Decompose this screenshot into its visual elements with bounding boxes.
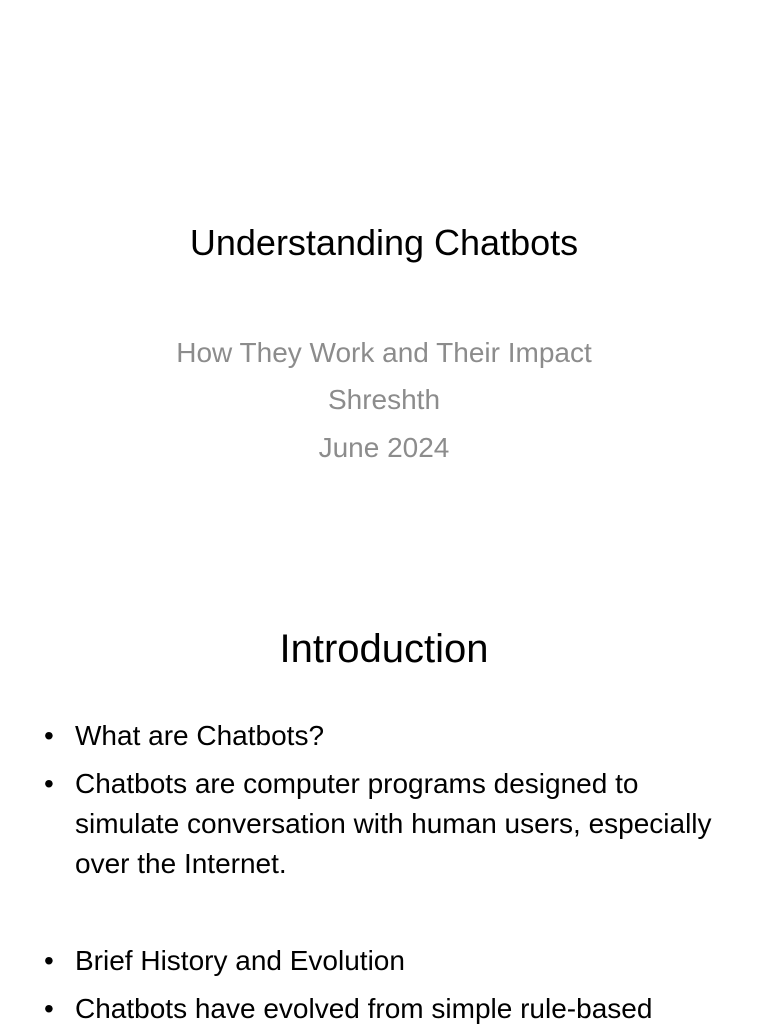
- bullet-text: Chatbots have evolved from simple rule-based: [75, 993, 653, 1024]
- presentation-title: Understanding Chatbots: [189, 222, 579, 263]
- bullet-text: Brief History and Evolution: [75, 945, 405, 976]
- bullet-icon: •: [44, 993, 54, 1024]
- bullet-text: What are Chatbots?: [75, 720, 325, 751]
- slide-heading: Introduction: [279, 627, 489, 671]
- bullet-icon: •: [44, 768, 54, 799]
- presentation-subtitle: How They Work and Their Impact: [176, 337, 592, 368]
- bullet-icon: •: [44, 945, 54, 976]
- bullet-text: Chatbots are computer programs designed to simulate conversation with human users, especially over the Internet.: [75, 768, 712, 879]
- presentation-date: June 2024: [318, 432, 450, 463]
- author-name: Shreshth: [327, 384, 441, 415]
- introduction-slide: [0, 560, 768, 1024]
- bullet-icon: •: [44, 720, 54, 751]
